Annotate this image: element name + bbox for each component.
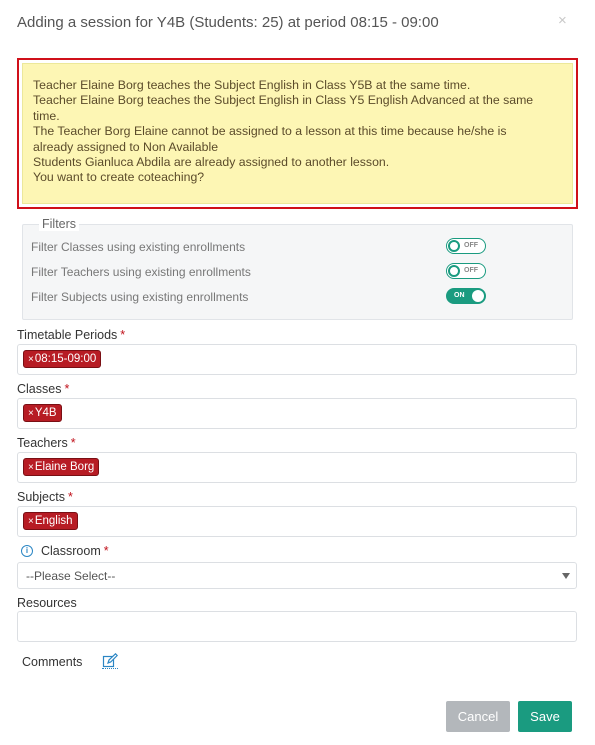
resources-field[interactable] — [17, 611, 577, 642]
classroom-select-value: --Please Select-- — [26, 569, 116, 583]
teacher-tag[interactable] — [23, 458, 99, 476]
remove-tag-icon[interactable]: × — [28, 516, 34, 527]
conflict-warning-body — [22, 63, 573, 204]
subjects-label-text: Subjects — [17, 490, 65, 504]
filter-teachers-label: Filter Teachers using existing enrollments — [31, 265, 251, 279]
toggle-state: OFF — [464, 242, 478, 249]
filter-teachers-toggle[interactable] — [446, 263, 486, 279]
toggle-knob — [472, 290, 484, 302]
teachers-field[interactable] — [17, 452, 577, 483]
warning-line: You want to create coteaching? — [33, 170, 205, 185]
required-marker: * — [120, 328, 126, 342]
periods-field[interactable] — [17, 344, 577, 375]
toggle-knob — [448, 265, 460, 277]
remove-tag-icon[interactable]: × — [28, 354, 34, 365]
info-icon[interactable]: i — [21, 545, 33, 557]
classroom-label — [41, 544, 109, 558]
teacher-tag-label: Elaine Borg — [34, 461, 95, 473]
filter-classes-toggle[interactable] — [446, 238, 486, 254]
warning-line: Teacher Elaine Borg teaches the Subject English in Class Y5 English Advanced at the same — [33, 93, 534, 108]
required-marker: * — [64, 382, 70, 396]
warning-line: The Teacher Borg Elaine cannot be assigned to a lesson at this time because he/she is — [33, 124, 507, 139]
classes-label-text: Classes — [17, 382, 62, 396]
period-tag[interactable] — [23, 350, 101, 368]
remove-tag-icon[interactable]: × — [28, 462, 34, 473]
filters-panel — [22, 217, 573, 320]
subjects-field[interactable] — [17, 506, 577, 537]
class-tag-label: Y4B — [34, 407, 57, 419]
conflict-warning — [17, 58, 578, 209]
warning-line: Students Gianluca Abdila are already assigned to another lesson. — [33, 155, 390, 170]
required-marker: * — [103, 544, 109, 558]
classroom-label-text: Classroom — [41, 544, 101, 558]
chevron-down-icon[interactable] — [562, 573, 570, 579]
edit-icon[interactable] — [102, 653, 118, 669]
subject-tag-label: English — [34, 515, 73, 527]
teachers-label — [17, 436, 76, 450]
toggle-state: ON — [454, 292, 465, 299]
classes-label — [17, 382, 69, 396]
subjects-label — [17, 490, 73, 504]
comments-label: Comments — [22, 655, 83, 669]
filter-subjects-toggle[interactable] — [446, 288, 486, 304]
filter-classes-label: Filter Classes using existing enrollments — [31, 240, 246, 254]
warning-line: Teacher Elaine Borg teaches the Subject English in Class Y5B at the same time. — [33, 78, 471, 92]
period-tag-label: 08:15-09:00 — [34, 353, 97, 365]
modal-title: Adding a session for Y4B (Students: 25) at period 08:15 - 09:00 — [17, 14, 439, 31]
class-tag[interactable] — [23, 404, 62, 422]
required-marker: * — [67, 490, 73, 504]
cancel-button[interactable]: Cancel — [446, 701, 510, 732]
toggle-state: OFF — [464, 267, 478, 274]
close-icon[interactable]: × — [558, 12, 567, 29]
toggle-knob — [448, 240, 460, 252]
teachers-label-text: Teachers — [17, 436, 68, 450]
filter-subjects-label: Filter Subjects using existing enrollments — [31, 290, 249, 304]
warning-line: time. — [33, 108, 60, 123]
subject-tag[interactable] — [23, 512, 78, 530]
save-button[interactable]: Save — [518, 701, 572, 732]
classes-field[interactable] — [17, 398, 577, 429]
classroom-select[interactable] — [17, 562, 577, 589]
remove-tag-icon[interactable]: × — [28, 408, 34, 419]
required-marker: * — [70, 436, 76, 450]
resources-label: Resources — [17, 596, 77, 610]
warning-line: already assigned to Non Available — [33, 139, 219, 154]
periods-label-text: Timetable Periods — [17, 328, 118, 342]
filters-legend: Filters — [39, 217, 79, 231]
periods-label — [17, 328, 125, 342]
